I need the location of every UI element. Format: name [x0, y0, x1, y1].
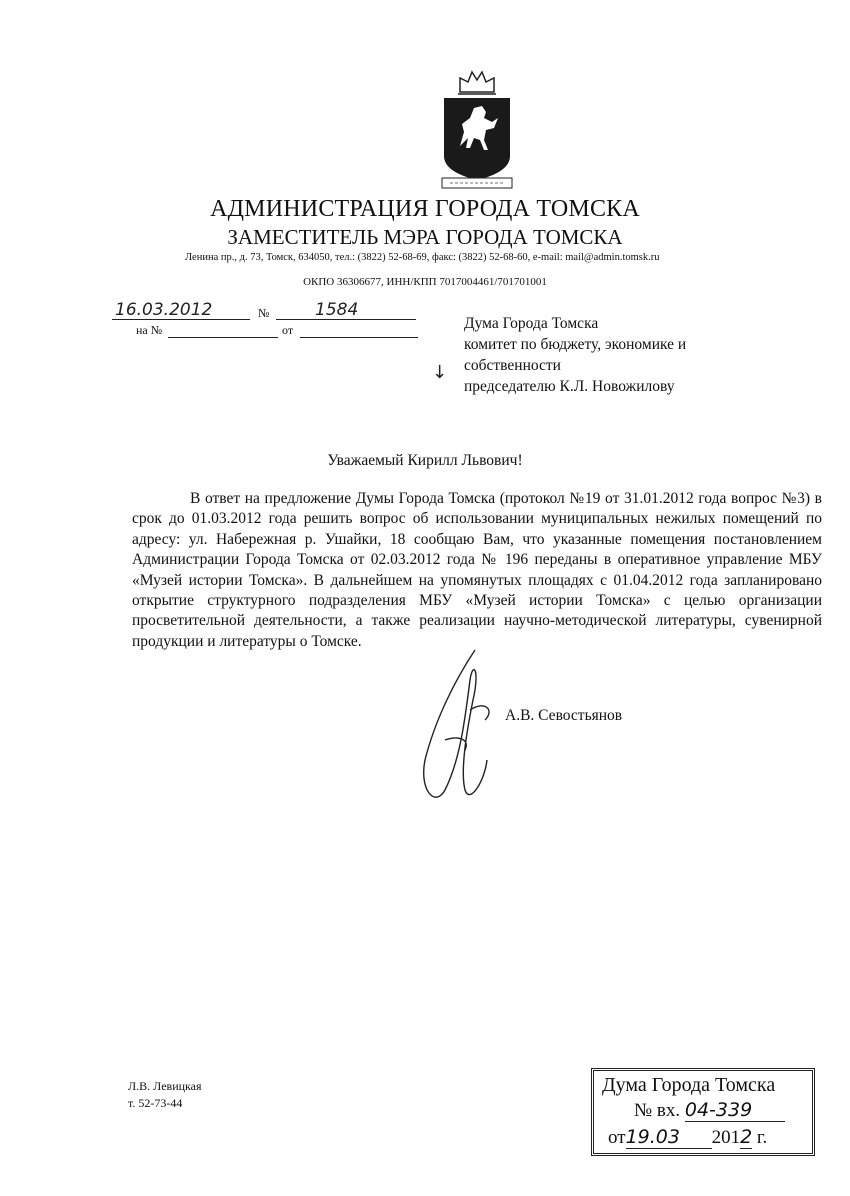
incoming-stamp: [591, 1068, 815, 1156]
stamp-in-row: [634, 1099, 785, 1122]
stamp-from-label: от: [608, 1127, 626, 1148]
stamp-in-label: № вх.: [634, 1100, 681, 1121]
ref-label: на №: [136, 323, 163, 337]
executor-block: [128, 1078, 202, 1112]
executor-phone: т. 52-73-44: [128, 1096, 183, 1110]
margin-mark: ↓: [432, 362, 448, 383]
handwritten-signature: [415, 640, 515, 820]
stamp-year-suffix: г.: [756, 1127, 768, 1148]
stamp-in-number: 04-339: [685, 1099, 785, 1122]
handwritten-date: 16.03.2012: [115, 300, 213, 320]
stamp-date: 19.03: [626, 1126, 712, 1149]
signer-name: А.В. Севостьянов: [505, 707, 623, 724]
from-label: от: [282, 323, 294, 337]
organization-title: АДМИНИСТРАЦИЯ ГОРОДА ТОМСКА: [210, 196, 640, 222]
letter-body: В ответ на предложение Думы Города Томска (протокол №19 от 31.01.2012 года вопрос №3) в срок до 01.03.2012 года решить вопрос об использовании муниципальных нежилых помещений по адресу: ул. Набережная р. Ушайки, 18 сообщаю Вам, что указанные помещения постановлением Администрации Города Томска от 02.03.2012 года № 196 переданы в оперативное управление МБУ «Музей истории Томска». В дальнейшем на упомянутых площадях с 01.04.2012 года запланировано открытие структурного подразделения МБУ «Музей истории Томска» с целью организации просветительной деятельности, а также реализации научно-методической литературы, сувенирной продукции и литературы о Томске.: [132, 490, 822, 650]
ref-underline: [168, 336, 278, 338]
greeting: Уважаемый Кирилл Львович!: [327, 452, 523, 469]
recipient-line-1: Дума Города Томска: [464, 315, 599, 332]
contacts-line: Ленина пр., д. 73, Томск, 634050, тел.: (3822) 52-68-69, факс: (3822) 52-68-60, e-mail: mail@admin.tomsk.ru: [185, 252, 660, 263]
coat-of-arms-emblem: [438, 68, 516, 190]
recipient-line-4: председателю К.Л. Новожилову: [464, 378, 675, 395]
executor-name: Л.В. Левицкая: [128, 1079, 202, 1093]
department-title: ЗАМЕСТИТЕЛЬ МЭРА ГОРОДА ТОМСКА: [227, 225, 623, 249]
stamp-year-digit: 2: [740, 1126, 753, 1148]
stamp-year-prefix: 201: [711, 1127, 741, 1148]
from-underline: [300, 336, 418, 338]
stamp-title: Дума Города Томска: [602, 1074, 776, 1096]
recipient-line-2: комитет по бюджету, экономике и: [464, 336, 687, 353]
codes-line: ОКПО 36306677, ИНН/КПП 7017004461/701701001: [303, 276, 547, 288]
recipient-line-3: собственности: [464, 357, 561, 374]
recipient-block: [464, 313, 754, 397]
number-label: №: [258, 306, 270, 320]
handwritten-number: 1584: [315, 300, 359, 320]
stamp-date-row: [608, 1126, 767, 1149]
